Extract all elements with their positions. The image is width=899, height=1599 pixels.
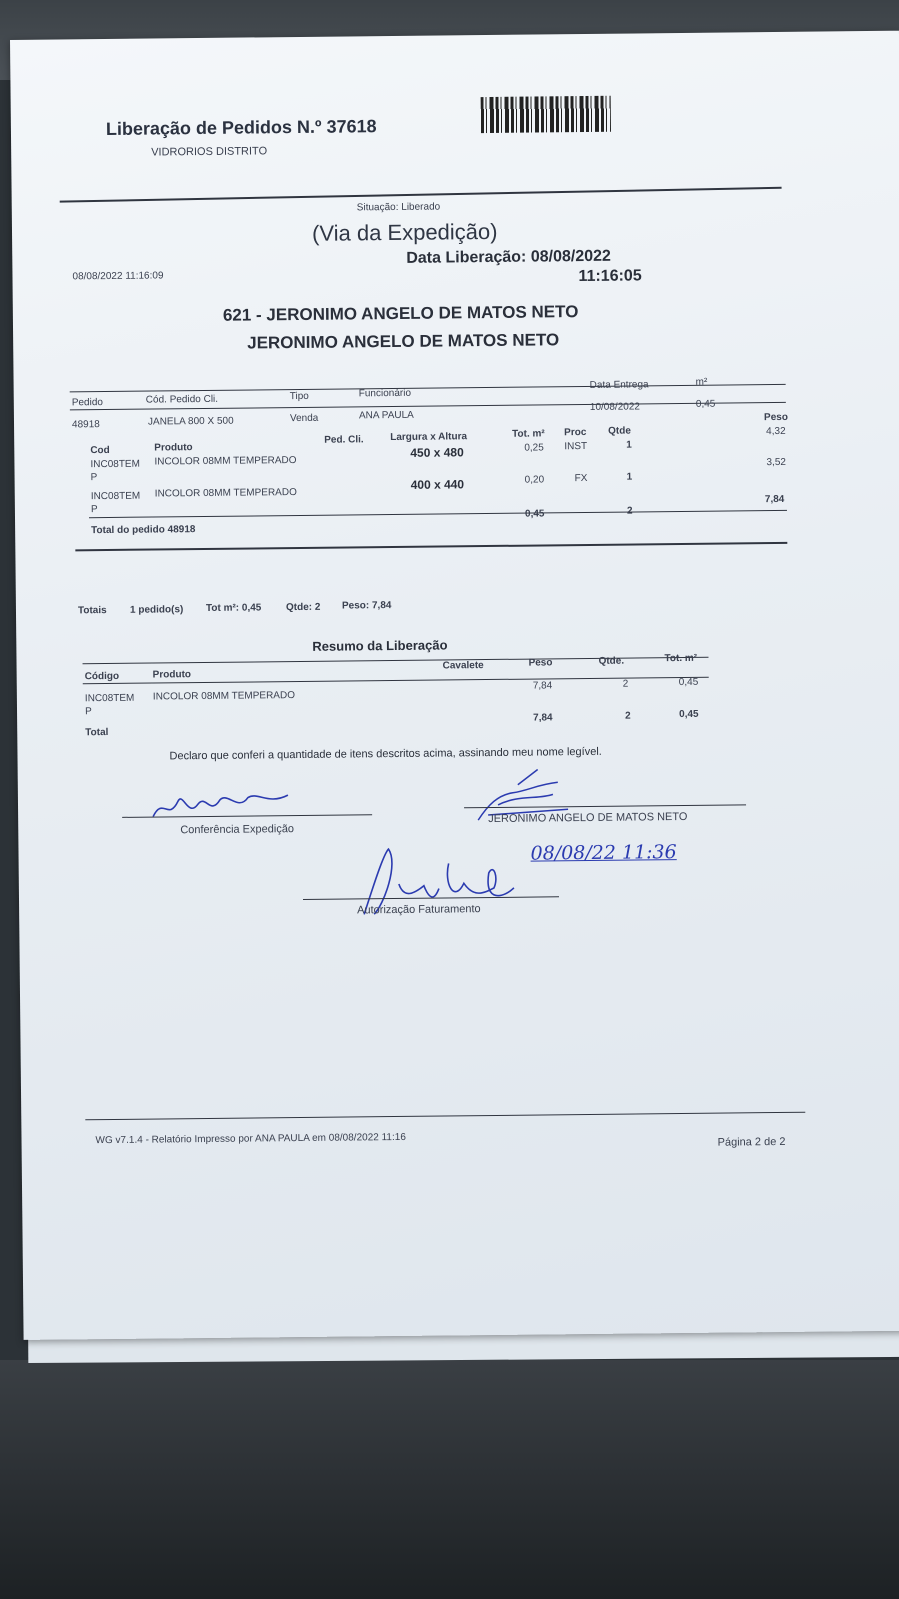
totals-label: Totais	[77, 605, 107, 617]
summary-tot-m2: 0,45	[678, 676, 699, 689]
col-tot-m2: Tot. m²	[512, 428, 545, 440]
footer-page: Página 2 de 2	[717, 1135, 786, 1149]
summary-produto: INCOLOR 08MM TEMPERADO	[152, 690, 296, 703]
col-proc: Proc	[564, 426, 587, 439]
document-title: Liberação de Pedidos N.º 37618	[105, 116, 377, 139]
client-line-2: JERONIMO ANGELO DE MATOS NETO	[247, 330, 560, 353]
summary-codigo-cont: P	[84, 706, 92, 718]
summary-codigo: INC08TEM	[84, 692, 135, 705]
item-cod: INC08TEM	[90, 490, 141, 503]
totals-peso: Peso: 7,84	[341, 600, 392, 612]
item-tot-m2: 0,20	[524, 474, 545, 486]
barcode-icon	[481, 96, 611, 133]
footer-divider	[85, 1112, 805, 1121]
totals-qtde: Qtde: 2	[285, 601, 321, 614]
col-dims: Largura x Altura	[390, 431, 468, 444]
footer-printed-by: WG v7.1.4 - Relatório Impresso por ANA PAULA em 08/08/2022 11:16	[95, 1131, 406, 1147]
item-cod-cont: P	[90, 472, 98, 484]
summary-total-m2: 0,45	[679, 708, 699, 721]
order-tipo: Venda	[289, 412, 319, 425]
autorizacao-label: Autorização Faturamento	[357, 903, 481, 917]
order-total-qtde: 2	[626, 505, 633, 517]
col-peso: Peso	[763, 411, 788, 424]
release-time: 11:16:05	[578, 267, 642, 286]
divider	[89, 510, 787, 518]
item-dims: 400 x 440	[410, 477, 465, 492]
print-datetime: 08/08/2022 11:16:09	[72, 270, 164, 283]
totals-pedidos: 1 pedido(s)	[129, 604, 184, 616]
summary-title: Resumo da Liberação	[312, 637, 448, 654]
summary-qtde: 2	[622, 678, 629, 690]
col-funcionario: Funcionário	[358, 387, 412, 400]
col-cod-pedido-cli: Cód. Pedido Cli.	[145, 393, 219, 406]
summary-total-label: Total	[85, 727, 109, 739]
order-funcionario: ANA PAULA	[358, 409, 414, 422]
order-total-peso: 7,84	[764, 493, 785, 506]
divider	[75, 542, 787, 551]
item-cod: INC08TEM	[90, 458, 140, 471]
item-tot-m2: 0,25	[524, 442, 544, 454]
summary-total-qtde: 2	[625, 710, 631, 722]
summary-col-cavalete: Cavalete	[442, 660, 484, 672]
item-produto: INCOLOR 08MM TEMPERADO	[154, 455, 297, 468]
conferencia-label: Conferência Expedição	[180, 823, 295, 837]
item-qtde: 1	[626, 439, 632, 451]
summary-col-codigo: Código	[84, 670, 120, 683]
totals-m2: Tot m²: 0,45	[205, 602, 262, 614]
order-m2: 0,45	[695, 398, 716, 410]
summary-col-peso: Peso	[528, 657, 553, 669]
divider	[70, 384, 786, 392]
summary-peso: 7,84	[532, 680, 553, 692]
col-m2: m²	[695, 376, 708, 388]
col-qtde: Qtde	[608, 425, 631, 437]
summary-col-tot-m2: Tot. m²	[664, 652, 698, 665]
via-label: (Via da Expedição)	[311, 218, 498, 246]
company-name: VIDRORIOS DISTRITO	[151, 145, 268, 159]
col-data-entrega: Data Entrega	[589, 379, 649, 391]
col-cod: Cod	[90, 444, 110, 457]
item-proc: FX	[574, 472, 588, 485]
signature-conferencia	[148, 785, 298, 827]
divider	[60, 187, 782, 203]
col-tipo: Tipo	[289, 390, 309, 403]
handwritten-date: 08/08/22 11:36	[530, 841, 677, 865]
order-cod-pedido-cli: JANELA 800 X 500	[147, 415, 234, 428]
release-date: Data Liberação: 08/08/2022	[406, 247, 611, 267]
summary-col-produto: Produto	[152, 669, 192, 681]
col-ped-cli: Ped. Cli.	[324, 434, 364, 446]
item-peso: 4,32	[766, 425, 786, 438]
document-page	[10, 31, 899, 1340]
col-produto: Produto	[154, 442, 193, 454]
summary-col-qtde: Qtde.	[598, 655, 625, 667]
order-total-label: Total do pedido 48918	[91, 524, 196, 537]
order-data-entrega: 10/08/2022	[589, 401, 640, 413]
background-bottom	[0, 1360, 899, 1599]
order-pedido: 48918	[71, 419, 100, 431]
declaration-text: Declaro que conferi a quantidade de itens descritos acima, assinando meu nome legível.	[169, 745, 602, 763]
order-total-m2: 0,45	[524, 508, 545, 520]
situation: Situação: Liberado	[356, 201, 441, 214]
item-qtde: 1	[626, 471, 633, 483]
summary-total-peso: 7,84	[533, 712, 553, 724]
item-produto: INCOLOR 08MM TEMPERADO	[154, 487, 297, 500]
item-peso: 3,52	[766, 456, 786, 469]
item-dims: 450 x 480	[410, 445, 464, 460]
item-proc: INST	[564, 440, 588, 453]
client-line-1: 621 - JERONIMO ANGELO DE MATOS NETO	[222, 302, 579, 325]
col-pedido: Pedido	[71, 397, 103, 409]
client-name-label: JERONIMO ANGELO DE MATOS NETO	[488, 810, 688, 826]
item-cod-cont: P	[90, 504, 98, 516]
